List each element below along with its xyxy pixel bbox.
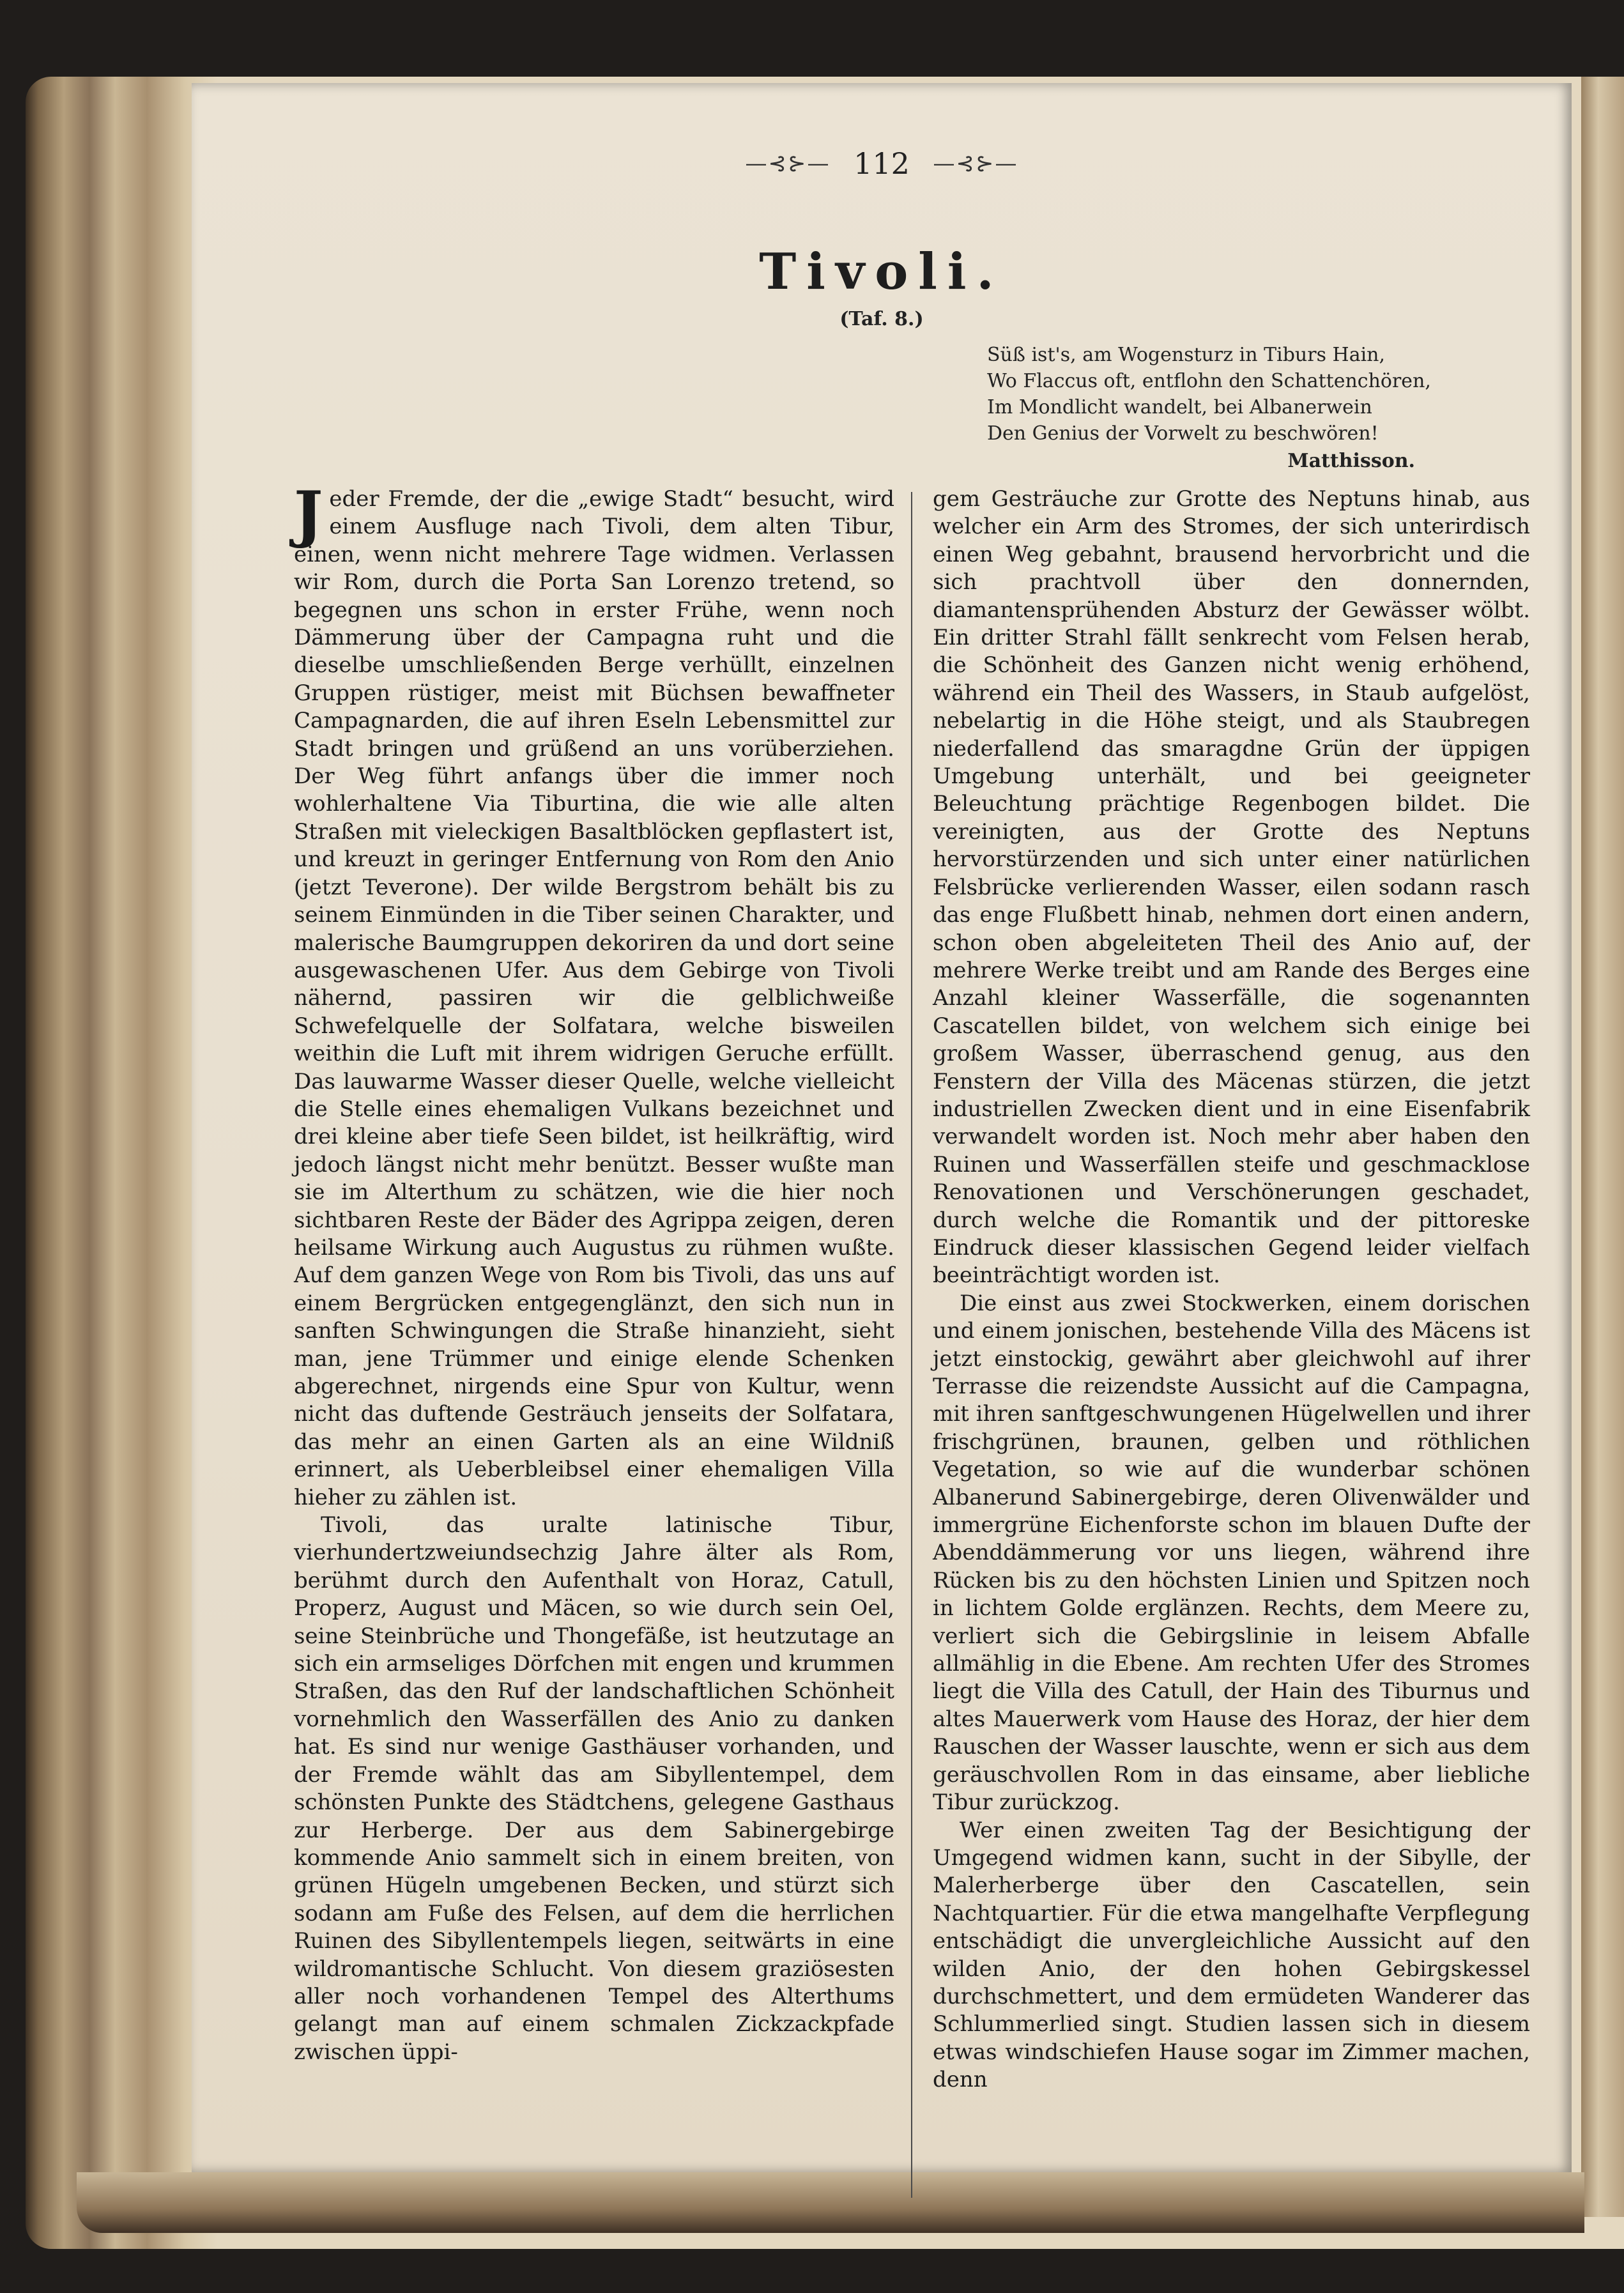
column-divider	[911, 492, 912, 2198]
poem-author: Matthisson.	[1287, 450, 1415, 472]
epigraph-poem	[987, 342, 1431, 474]
poem-line: Süß ist's, am Wogensturz in Tiburs Hain,	[987, 344, 1386, 366]
plate-reference: (Taf. 8.)	[839, 308, 924, 330]
paragraph	[294, 478, 894, 1512]
paragraph: Die einst aus zwei Stockwerken, einem dorischen und einem jonischen, bestehende Villa des Mäcens ist jetzt einstockig, gewährt aber gleichwohl auf ihrer Terrasse die reizendste Aussicht auf die Campagna, mit ihren sanftgeschwungenen Hügelwellen und ihrer frischgrünen, braunen, gelben und röthlichen Vegetation, so wie auf die wunderbar schönen Albanerund Sabinergebirge, deren Olivenwälder und immergrüne Eichenforste schon im blauen Dufte der Abenddämmerung vor uns liegen, während ihre Rücken bis zu den höchsten Linien und Spitzen noch in lichtem Golde erglänzen. Rechts, dem Meere zu, verliert sich die Gebirgslinie in leisem Abfalle allmählig in die Ebene. Am rechten Ufer des Stromes liegt die Villa des Catull, der Hain des Tiburnus und altes Mauerwerk vom Hause des Horaz, der hier dem Rauschen der Wasser lauschte, wenn er sich aus dem geräuschvollen Rom in das einsame, aber liebliche Tibur zurückzog.	[933, 1290, 1530, 1816]
book-page	[192, 83, 1572, 2172]
left-column	[294, 478, 894, 2066]
header-ornament-left: —⊰⊱—	[745, 151, 831, 176]
paragraph-text: eder Fremde, der die „ewige Stadt“ besucht, wird einem Ausfluge nach Tivoli, dem alten Tibur, einen, wenn nicht mehrere Tage widmen. Verlassen wir Rom, durch die Porta San Lorenzo tretend, so begegnen uns schon in erster Frühe, wenn noch Dämmerung über der Campagna ruht und die dieselbe umschließenden Berge verhüllt, einzelnen Gruppen rüstiger, meist mit Büchsen bewaffneter Campagnarden, die auf ihren Eseln Lebensmittel zur Stadt bringen und grüßend an uns vorüberziehen. Der Weg führt anfangs über die immer noch wohlerhaltene Via Tiburtina, die wie alle alten Straßen mit vieleckigen Basaltblöcken gepflastert ist, und kreuzt in geringer Entfernung von Rom den Anio (jetzt Teverone). Der wilde Bergstrom behält bis zu seinem Einmünden in die Tiber seinen Charakter, und malerische Baumgruppen dekoriren da und dort seine ausgewaschenen Ufer. Aus dem Gebirge von Tivoli nähernd, passiren wir die gelblichweiße Schwefelquelle der Solfatara, welche bisweilen weithin die Luft mit ihrem widrigen Geruche erfüllt. Das lauwarme Wasser dieser Quelle, welche vielleicht die Stelle eines ehemaligen Vulkans bezeichnet und drei kleine aber tiefe Seen bildet, ist heilkräftig, wird jedoch längst nicht mehr benützt. Besser wußte man sie im Alterthum zu schätzen, wie die hier noch sichtbaren Reste der Bäder des Agrippa zeigen, deren heilsame Wirkung auch Augustus zu rühmen wußte. Auf dem ganzen Wege von Rom bis Tivoli, das uns auf einem Bergrücken entgegenglänzt, den sich nun in sanften Schwingungen die Straße hinanzieht, sieht man, jene Trümmer und einige elende Schenken abgerechnet, nirgends eine Spur von Kultur, wenn nicht das duftende Gesträuch jenseits der Solfatara, das mehr an einen Garten als an eine Wildniß erinnert, als Ueberbleibsel einer ehemaligen Villa hieher zu zählen ist.	[294, 486, 894, 1510]
poem-line: Im Mondlicht wandelt, bei Albanerwein	[987, 396, 1372, 418]
paragraph: Wer einen zweiten Tag der Besichtigung der Umgegend widmen kann, sucht in der Sibylle, der Malerherberge über den Cascatellen, sein Nachtquartier. Für die etwa mangelhafte Verpflegung entschädigt die unvergleichliche Aussicht auf den wilden Anio, der den hohen Gebirgskessel durchschmettert, und dem ermüdeten Wanderer das Schlummerlied singt. Studien lassen sich in diesem etwas windschiefen Hause sogar im Zimmer machen, denn	[933, 1817, 1530, 2093]
article-title: Tivoli.	[759, 243, 1004, 301]
paragraph: Tivoli, das uralte latinische Tibur, vierhundertzweiundsechzig Jahre älter als Rom, berühmt durch den Aufenthalt von Horaz, Catull, Properz, August und Mäcen, so wie durch sein Oel, seine Steinbrüche und Thongefäße, ist heutzutage an sich ein armseliges Dörfchen mit engen und krummen Straßen, das den Ruf der landschaftlichen Schönheit vornehmlich den Wasserfällen des Anio zu danken hat. Es sind nur wenige Gasthäuser vorhanden, und der Fremde wählt das am Sibyllentempel, dem schönsten Punkte des Städtchens, gelegene Gasthaus zur Herberge. Der aus dem Sabinergebirge kommende Anio sammelt sich in einem breiten, von grünen Hügeln umgebenen Becken, und stürzt sich sodann am Fuße des Felsen, auf dem die herrlichen Ruinen des Sibyllentempels liegen, seitwärts in eine wildromantische Schlucht. Von diesem graziösesten aller noch vorhandenen Tempel des Alterthums gelangt man auf einem schmalen Zickzackpfade zwischen üppi-	[294, 1512, 894, 2065]
right-column	[933, 486, 1530, 2094]
drop-cap: J	[294, 478, 323, 550]
facing-page-edge	[1581, 77, 1624, 2217]
poem-line: Wo Flaccus oft, entflohn den Schattenchören,	[987, 370, 1431, 392]
paragraph: gem Gesträuche zur Grotte des Neptuns hinab, aus welcher ein Arm des Stromes, der sich unterirdisch einen Weg gebahnt, brausend hervorbricht und die sich prachtvoll über den donnernden, diamantensprühenden Absturz der Gewässer wölbt. Ein dritter Strahl fällt senkrecht vom Felsen herab, die Schönheit des Ganzen nicht wenig erhöhend, während ein Theil des Wassers, in Staub aufgelöst, nebelartig in die Höhe steigt, und als Staubregen niederfallend das smaragdne Grün der üppigen Umgebung unterhält, und bei geeigneter Beleuchtung prächtige Regenbogen bildet. Die vereinigten, aus der Grotte des Neptuns hervorstürzenden und sich unter einer natürlichen Felsbrücke verlierenden Wasser, eilen sodann rasch das enge Flußbett hinab, nehmen dort einen andern, schon oben abgeleiteten Theil des Anio auf, der mehrere Werke treibt und am Rande des Berges eine Anzahl kleiner Wasserfälle, die sogenannten Cascatellen bildet, von welchem sich einige bei großem Wasser, überraschend genug, aus den Fenstern der Villa des Mäcenas stürzen, die jetzt industriellen Zwecken dient und in eine Eisenfabrik verwandelt worden ist. Noch mehr aber haben den Ruinen und Wasserfällen steife und geschmacklose Renovationen und Verschönerungen geschadet, durch welche die Romantik und der pittoreske Eindruck dieser klassischen Gegend leider vielfach beeinträchtigt worden ist.	[933, 486, 1530, 1289]
page-stack-bottom	[77, 2172, 1584, 2233]
header-ornament-right: —⊰⊱—	[933, 151, 1018, 176]
page-header	[192, 144, 1572, 181]
poem-line: Den Genius der Vorwelt zu beschwören!	[987, 422, 1379, 445]
page-number: 112	[854, 146, 910, 181]
